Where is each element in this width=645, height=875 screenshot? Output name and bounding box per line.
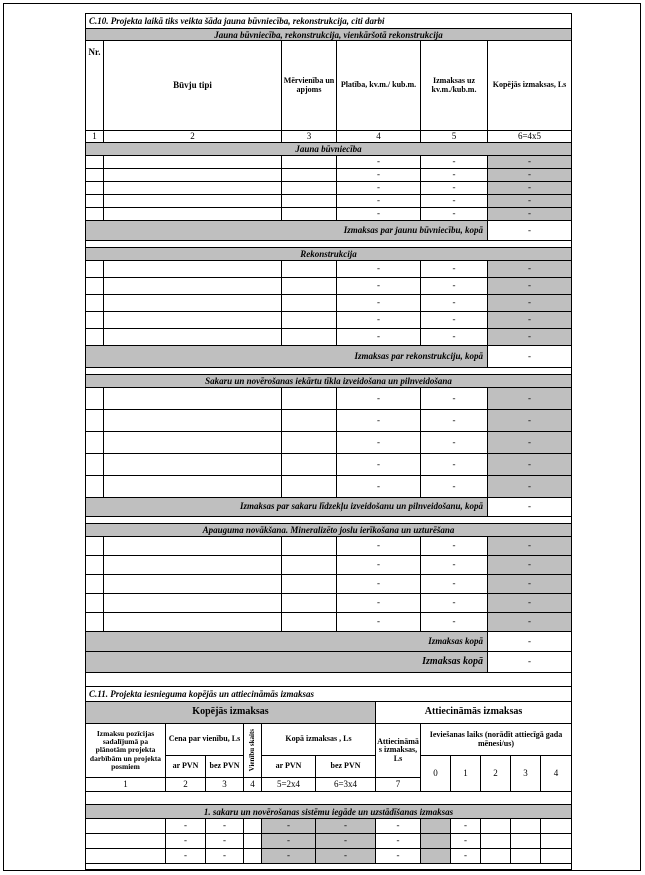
spacer-row bbox=[86, 368, 571, 375]
c11-cena-numbers bbox=[166, 778, 244, 791]
cell-vienibu-skaits bbox=[244, 819, 262, 833]
cell-month-2 bbox=[481, 819, 511, 833]
cell-mervieniba bbox=[282, 208, 337, 220]
cell-buvju-tipi bbox=[104, 594, 282, 612]
cell-mervieniba bbox=[282, 594, 337, 612]
cell-izmaksas-uz: - bbox=[421, 537, 488, 555]
c10-total-label: Izmaksas par sakaru līdzekļu izveidošanu un pilnveidošanu, kopā bbox=[86, 498, 488, 516]
c11-header-kopa: Kopā izmaksas , Ls bbox=[262, 724, 376, 756]
c10-band-row bbox=[86, 524, 571, 537]
cell-buvju-tipi bbox=[104, 208, 282, 220]
cell-nr bbox=[86, 295, 104, 311]
c10-subsection-rekonstrukcija bbox=[86, 248, 571, 375]
cell-platiba: - bbox=[337, 594, 421, 612]
cell-mervieniba bbox=[282, 613, 337, 631]
c11-col-ieviesanas bbox=[421, 724, 571, 791]
cell-nr bbox=[86, 594, 104, 612]
cell-izmaksas-uz: - bbox=[421, 575, 488, 593]
cell-izmaksas-uz: - bbox=[421, 169, 488, 181]
cell-platiba: - bbox=[337, 295, 421, 311]
cell-mervieniba bbox=[282, 537, 337, 555]
cell-kopejas-izmaksas: - bbox=[488, 195, 571, 207]
cell-buvju-tipi bbox=[104, 454, 282, 475]
c10-total-value: - bbox=[528, 350, 531, 361]
cell-kopa-ar-pvn: - bbox=[262, 849, 316, 863]
cell-month-4 bbox=[541, 849, 571, 863]
cell-mervieniba bbox=[282, 182, 337, 194]
c10-rows-group bbox=[86, 388, 571, 498]
spacer-row bbox=[86, 792, 571, 805]
cell-attiecinamas: - bbox=[376, 849, 421, 863]
table-row bbox=[86, 432, 571, 454]
cell-platiba: - bbox=[337, 278, 421, 294]
c11-month-col-2: 2 bbox=[481, 756, 511, 791]
c10-grand-total-label: Izmaksas kopā bbox=[86, 652, 488, 672]
cell-buvju-tipi bbox=[104, 195, 282, 207]
table-row bbox=[86, 329, 571, 346]
cell-platiba: - bbox=[337, 156, 421, 168]
c10-total-value: - bbox=[528, 501, 531, 512]
cell-nr bbox=[86, 476, 104, 497]
cell-buvju-tipi bbox=[104, 312, 282, 328]
cell-mervieniba bbox=[282, 575, 337, 593]
c11-month-col-0: 0 bbox=[421, 756, 451, 791]
cell-nr bbox=[86, 613, 104, 631]
c10-rows-group bbox=[86, 537, 571, 632]
table-row bbox=[86, 834, 571, 849]
cell-platiba: - bbox=[337, 476, 421, 497]
cell-kopejas-izmaksas: - bbox=[488, 208, 571, 220]
cell-kopa-ar-pvn: - bbox=[262, 819, 316, 833]
c10-colnum-6: 6=4x5 bbox=[517, 131, 542, 141]
cell-month-1: - bbox=[451, 834, 481, 848]
c11-header-cena-ar-pvn: ar PVN bbox=[166, 756, 206, 778]
cell-platiba: - bbox=[337, 195, 421, 207]
cell-buvju-tipi bbox=[104, 169, 282, 181]
cell-izmaksas-uz: - bbox=[421, 208, 488, 220]
cell-kopa-bez-pvn: - bbox=[316, 834, 376, 848]
c11-colnum-5: 5=2x4 bbox=[262, 778, 316, 791]
cell-month-3 bbox=[511, 819, 541, 833]
c11-section-title: C.11. Projekta iesnieguma kopējās un attiecināmās izmaksas bbox=[89, 689, 315, 699]
cell-buvju-tipi bbox=[104, 295, 282, 311]
cell-platiba: - bbox=[337, 329, 421, 345]
cell-buvju-tipi bbox=[104, 432, 282, 453]
c10-grand-total-value: - bbox=[528, 656, 531, 667]
c11-col-kopa bbox=[262, 724, 376, 791]
c11-header-kopa-bez-pvn: bez PVN bbox=[316, 756, 376, 778]
cell-month-4 bbox=[541, 834, 571, 848]
c10-column-numbers-row bbox=[86, 131, 571, 143]
cell-buvju-tipi bbox=[104, 156, 282, 168]
cell-platiba: - bbox=[337, 432, 421, 453]
cell-pozicija bbox=[86, 834, 166, 848]
c11-header-pozicijas: Izmaksu pozīcijas sadalījumā pa plānotām projekta darbībām un projekta posmiem bbox=[86, 724, 166, 778]
c10-colnum-2: 2 bbox=[104, 131, 282, 142]
cell-mervieniba bbox=[282, 295, 337, 311]
cell-month-3 bbox=[511, 849, 541, 863]
c11-colnum-3: 3 bbox=[206, 778, 244, 791]
cell-platiba: - bbox=[337, 454, 421, 475]
table-row bbox=[86, 312, 571, 329]
c11-header-ieviesanas: Ieviešanas laiks (norādīt attiecīgā gada mēnesi/us) bbox=[421, 724, 571, 756]
cell-nr bbox=[86, 410, 104, 431]
cell-kopejas-izmaksas: - bbox=[488, 329, 571, 345]
cell-mervieniba bbox=[282, 195, 337, 207]
cell-kopejas-izmaksas: - bbox=[488, 594, 571, 612]
cell-nr bbox=[86, 208, 104, 220]
c10-rows-group bbox=[86, 156, 571, 221]
cell-izmaksas-uz: - bbox=[421, 295, 488, 311]
c10-colnum-1: 1 bbox=[86, 131, 104, 142]
table-row bbox=[86, 208, 571, 221]
cell-mervieniba bbox=[282, 454, 337, 475]
cell-platiba: - bbox=[337, 410, 421, 431]
c11-month-col-4: 4 bbox=[553, 767, 559, 778]
c10-table-title-band bbox=[86, 29, 571, 41]
cell-kopejas-izmaksas: - bbox=[488, 278, 571, 294]
cell-nr bbox=[86, 312, 104, 328]
cell-attiecinamas: - bbox=[376, 834, 421, 848]
c11-col-vienibu-skaits bbox=[244, 724, 262, 791]
spacer-row bbox=[86, 241, 571, 248]
cell-kopejas-izmaksas: - bbox=[488, 613, 571, 631]
cell-izmaksas-uz: - bbox=[421, 454, 488, 475]
cell-izmaksas-uz: - bbox=[421, 476, 488, 497]
c10-column-header-row bbox=[86, 41, 571, 131]
cell-mervieniba bbox=[282, 261, 337, 277]
cell-platiba: - bbox=[337, 261, 421, 277]
cell-kopejas-izmaksas: - bbox=[488, 182, 571, 194]
c11-month-numbers-row bbox=[421, 756, 571, 791]
c11-colnum-2: 2 bbox=[166, 778, 206, 791]
cell-nr bbox=[86, 575, 104, 593]
cell-izmaksas-uz: - bbox=[421, 156, 488, 168]
table-row bbox=[86, 537, 571, 556]
cell-nr bbox=[86, 195, 104, 207]
cell-attiecinamas: - bbox=[376, 819, 421, 833]
cell-kopejas-izmaksas: - bbox=[488, 410, 571, 431]
cell-mervieniba bbox=[282, 410, 337, 431]
cell-kopejas-izmaksas: - bbox=[488, 156, 571, 168]
cell-platiba: - bbox=[337, 182, 421, 194]
cell-cena-ar-pvn: - bbox=[166, 834, 206, 848]
table-row bbox=[86, 575, 571, 594]
cell-izmaksas-uz: - bbox=[421, 613, 488, 631]
cell-pozicija bbox=[86, 849, 166, 863]
cell-month-0 bbox=[421, 834, 451, 848]
c10-total-row bbox=[86, 221, 571, 241]
cell-buvju-tipi bbox=[104, 410, 282, 431]
cell-nr bbox=[86, 156, 104, 168]
c10-total-row bbox=[86, 498, 571, 517]
c11-band1-label: 1. sakaru un novērošanas sistēmu iegāde un uzstādīšanas izmaksas bbox=[203, 806, 454, 817]
c10-subsection-sakaru-tikls bbox=[86, 375, 571, 524]
c11-header-vienibu-skaits bbox=[244, 724, 262, 778]
cell-izmaksas-uz: - bbox=[421, 182, 488, 194]
table-row bbox=[86, 295, 571, 312]
c10-col-header-izmaksas-uz: Izmaksas uz kv.m./kub.m. bbox=[421, 41, 488, 130]
cell-cena-bez-pvn: - bbox=[206, 819, 244, 833]
c10-subsection-jauna-buvnieciba bbox=[86, 143, 571, 248]
cell-nr bbox=[86, 454, 104, 475]
c10-band-row bbox=[86, 143, 571, 156]
table-row bbox=[86, 594, 571, 613]
table-row bbox=[86, 613, 571, 632]
cell-mervieniba bbox=[282, 156, 337, 168]
cell-kopejas-izmaksas: - bbox=[488, 556, 571, 574]
cell-kopa-bez-pvn: - bbox=[316, 849, 376, 863]
cell-vienibu-skaits bbox=[244, 849, 262, 863]
cell-kopejas-izmaksas: - bbox=[488, 537, 571, 555]
table-row bbox=[86, 261, 571, 278]
c11-month-col-1: 1 bbox=[451, 756, 481, 791]
cell-platiba: - bbox=[337, 537, 421, 555]
cell-cena-ar-pvn: - bbox=[166, 849, 206, 863]
c10-total-row bbox=[86, 632, 571, 652]
cell-kopejas-izmaksas: - bbox=[488, 312, 571, 328]
cell-nr bbox=[86, 329, 104, 345]
cell-month-0 bbox=[421, 849, 451, 863]
cell-cena-bez-pvn: - bbox=[206, 834, 244, 848]
cell-buvju-tipi bbox=[104, 329, 282, 345]
c10-band-label: Jauna būvniecība bbox=[295, 144, 362, 154]
c11-cena-subheaders bbox=[166, 756, 244, 778]
cell-kopejas-izmaksas: - bbox=[488, 169, 571, 181]
cell-buvju-tipi bbox=[104, 182, 282, 194]
c10-subsection-apauguma bbox=[86, 524, 571, 652]
table-row bbox=[86, 388, 571, 410]
cell-kopejas-izmaksas: - bbox=[488, 575, 571, 593]
cell-izmaksas-uz: - bbox=[421, 195, 488, 207]
cell-buvju-tipi bbox=[104, 537, 282, 555]
cell-mervieniba bbox=[282, 476, 337, 497]
c11-header-attiecinamas: Attiecināmās izmaksas, Ls bbox=[376, 724, 421, 778]
c10-band-label: Apauguma novākšana. Mineralizēto joslu ierīkošana un uzturēšana bbox=[202, 525, 455, 535]
c10-total-value: - bbox=[528, 224, 531, 235]
c11-header-kopa-ar-pvn: ar PVN bbox=[262, 756, 316, 778]
c11-header-vienibu-skaits-label: Vienību skaits bbox=[248, 729, 256, 772]
cell-mervieniba bbox=[282, 329, 337, 345]
c11-col-pozicijas bbox=[86, 724, 166, 791]
c10-total-label: Izmaksas par rekonstrukciju, kopā bbox=[86, 346, 488, 367]
c11-title-row bbox=[86, 687, 571, 702]
cell-platiba: - bbox=[337, 556, 421, 574]
cell-kopejas-izmaksas: - bbox=[488, 388, 571, 409]
c10-colnum-3: 3 bbox=[282, 131, 337, 142]
c10-colnum-5: 5 bbox=[421, 131, 488, 142]
form-document bbox=[85, 13, 572, 870]
c10-col-header-kopejas: Kopējās izmaksas, Ls bbox=[492, 80, 567, 90]
c10-title-row bbox=[86, 14, 571, 29]
cell-kopejas-izmaksas: - bbox=[488, 454, 571, 475]
c10-section-title: C.10. Projekta laikā tiks veikta šāda jauna būvniecība, rekonstrukcija, citi darbi bbox=[89, 16, 385, 26]
cell-platiba: - bbox=[337, 388, 421, 409]
cell-month-0 bbox=[421, 819, 451, 833]
c11-kopa-numbers bbox=[262, 778, 376, 791]
cell-month-3 bbox=[511, 834, 541, 848]
table-row bbox=[86, 849, 571, 864]
cell-nr bbox=[86, 261, 104, 277]
table-row bbox=[86, 169, 571, 182]
cell-buvju-tipi bbox=[104, 556, 282, 574]
cell-izmaksas-uz: - bbox=[421, 594, 488, 612]
cell-izmaksas-uz: - bbox=[421, 329, 488, 345]
cell-kopejas-izmaksas: - bbox=[488, 261, 571, 277]
cell-cena-bez-pvn: - bbox=[206, 849, 244, 863]
c10-grand-total-row bbox=[86, 652, 571, 673]
cell-nr bbox=[86, 182, 104, 194]
cell-month-4 bbox=[541, 819, 571, 833]
cell-izmaksas-uz: - bbox=[421, 432, 488, 453]
table-row bbox=[86, 410, 571, 432]
cell-izmaksas-uz: - bbox=[421, 261, 488, 277]
c11-group-header-row bbox=[86, 702, 571, 724]
cell-platiba: - bbox=[337, 169, 421, 181]
cell-izmaksas-uz: - bbox=[421, 556, 488, 574]
table-row bbox=[86, 278, 571, 295]
c11-col-cena bbox=[166, 724, 244, 791]
table-row bbox=[86, 476, 571, 498]
c11-header-cena: Cena par vienību, Ls bbox=[166, 724, 244, 756]
c10-band-label: Rekonstrukcija bbox=[300, 249, 357, 259]
cell-mervieniba bbox=[282, 432, 337, 453]
c10-rows-group bbox=[86, 261, 571, 346]
c11-colnum-6: 6=3x4 bbox=[316, 778, 376, 791]
table-row bbox=[86, 195, 571, 208]
cell-buvju-tipi bbox=[104, 388, 282, 409]
cell-nr bbox=[86, 388, 104, 409]
c11-kopa-subheaders bbox=[262, 756, 376, 778]
c11-group-kopejas: Kopējās izmaksas bbox=[86, 702, 376, 723]
cell-mervieniba bbox=[282, 556, 337, 574]
cell-buvju-tipi bbox=[104, 278, 282, 294]
c11-band1-row bbox=[86, 805, 571, 819]
c10-band-label: Sakaru un novērošanas iekārtu tīkla izveidošana un pilnveidošana bbox=[205, 376, 452, 386]
c11-rows-group bbox=[86, 819, 571, 864]
cell-month-2 bbox=[481, 834, 511, 848]
cell-buvju-tipi bbox=[104, 476, 282, 497]
table-row bbox=[86, 182, 571, 195]
cell-platiba: - bbox=[337, 312, 421, 328]
cell-vienibu-skaits bbox=[244, 834, 262, 848]
c10-total-label: Izmaksas kopā bbox=[86, 632, 488, 651]
c10-band-row bbox=[86, 375, 571, 388]
cell-nr bbox=[86, 537, 104, 555]
c10-total-value: - bbox=[528, 635, 531, 646]
cell-platiba: - bbox=[337, 575, 421, 593]
cell-month-1: - bbox=[451, 849, 481, 863]
cell-mervieniba bbox=[282, 169, 337, 181]
c10-total-row bbox=[86, 346, 571, 368]
c11-group-attiecinamas: Attiecināmās izmaksas bbox=[424, 706, 523, 718]
c10-col-header-platiba: Platība, kv.m./ kub.m. bbox=[337, 41, 421, 130]
cell-mervieniba bbox=[282, 388, 337, 409]
cell-nr bbox=[86, 278, 104, 294]
cell-kopejas-izmaksas: - bbox=[488, 295, 571, 311]
cell-izmaksas-uz: - bbox=[421, 278, 488, 294]
cell-mervieniba bbox=[282, 312, 337, 328]
cell-kopejas-izmaksas: - bbox=[488, 476, 571, 497]
spacer bbox=[86, 864, 571, 869]
cell-izmaksas-uz: - bbox=[421, 410, 488, 431]
c11-month-col-3: 3 bbox=[511, 756, 541, 791]
c10-table-title: Jauna būvniecība, rekonstrukcija, vienkāršotā rekonstrukcija bbox=[214, 29, 443, 40]
table-row bbox=[86, 819, 571, 834]
c10-total-label: Izmaksas par jaunu būvniecību, kopā bbox=[86, 221, 488, 240]
cell-nr bbox=[86, 432, 104, 453]
cell-pozicija bbox=[86, 819, 166, 833]
cell-month-1: - bbox=[451, 819, 481, 833]
cell-izmaksas-uz: - bbox=[421, 312, 488, 328]
cell-buvju-tipi bbox=[104, 261, 282, 277]
spacer-row bbox=[86, 673, 571, 687]
c10-col-header-nr: Nr. bbox=[86, 41, 104, 130]
c11-column-header-row bbox=[86, 724, 571, 792]
c11-colnum-4: 4 bbox=[244, 778, 262, 791]
cell-cena-ar-pvn: - bbox=[166, 819, 206, 833]
cell-izmaksas-uz: - bbox=[421, 388, 488, 409]
c10-band-row bbox=[86, 248, 571, 261]
table-row bbox=[86, 454, 571, 476]
cell-platiba: - bbox=[337, 208, 421, 220]
table-row bbox=[86, 156, 571, 169]
spacer-row bbox=[86, 517, 571, 524]
c11-header-cena-bez-pvn: bez PVN bbox=[206, 756, 244, 778]
cell-mervieniba bbox=[282, 278, 337, 294]
cell-kopa-ar-pvn: - bbox=[262, 834, 316, 848]
c10-colnum-4: 4 bbox=[337, 131, 421, 142]
table-row bbox=[86, 556, 571, 575]
cell-month-2 bbox=[481, 849, 511, 863]
c10-col-header-buvju-tipi: Būvju tipi bbox=[104, 41, 282, 130]
cell-kopejas-izmaksas: - bbox=[488, 432, 571, 453]
c11-colnum-7: 7 bbox=[376, 778, 421, 791]
cell-nr bbox=[86, 556, 104, 574]
cell-platiba: - bbox=[337, 613, 421, 631]
cell-buvju-tipi bbox=[104, 575, 282, 593]
c11-col-attiecinamas bbox=[376, 724, 421, 791]
cell-kopa-bez-pvn: - bbox=[316, 819, 376, 833]
c10-col-header-mervieniba: Mērvienība un apjoms bbox=[282, 41, 337, 130]
c11-colnum-1: 1 bbox=[86, 778, 166, 791]
cell-nr bbox=[86, 169, 104, 181]
cell-buvju-tipi bbox=[104, 613, 282, 631]
page bbox=[3, 3, 641, 871]
